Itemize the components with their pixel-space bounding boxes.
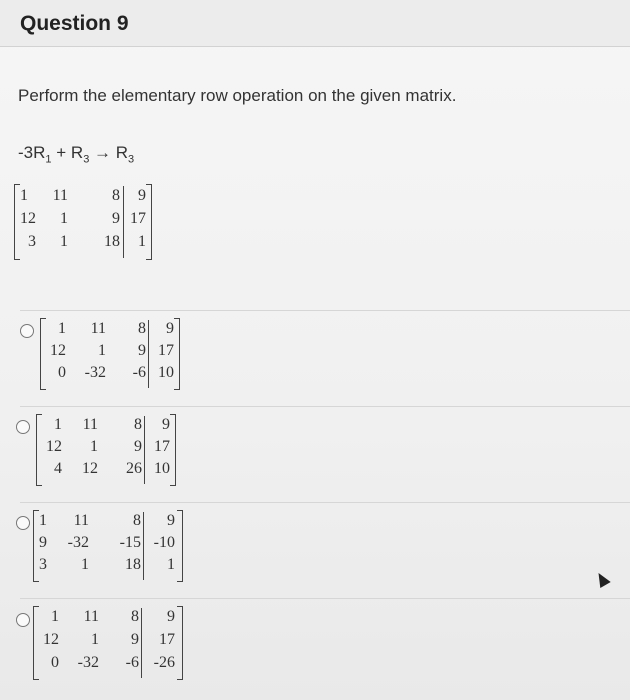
option-divider bbox=[20, 598, 630, 599]
matrix-cell: 17 bbox=[130, 210, 146, 227]
matrix-cell: -10 bbox=[153, 534, 175, 551]
matrix-row bbox=[33, 534, 183, 556]
matrix-cell: 3 bbox=[39, 556, 47, 573]
matrix-row bbox=[33, 556, 183, 578]
matrix-cell: 8 bbox=[112, 187, 120, 204]
matrix-cell: 9 bbox=[134, 438, 142, 455]
question-header bbox=[0, 0, 630, 47]
op-sub-1: 1 bbox=[45, 153, 52, 166]
matrix-cell: 17 bbox=[159, 631, 175, 648]
matrix-cell: 11 bbox=[73, 512, 89, 529]
matrix-cell: 1 bbox=[39, 512, 47, 529]
matrix-cell: 18 bbox=[104, 233, 120, 250]
matrix-cell: 12 bbox=[50, 342, 66, 359]
option-matrix bbox=[40, 318, 180, 390]
matrix-row bbox=[36, 438, 176, 460]
matrix-cell: 9 bbox=[112, 210, 120, 227]
matrix-cell: -15 bbox=[119, 534, 141, 551]
matrix-row bbox=[14, 233, 152, 255]
op-coef: -3R bbox=[18, 143, 46, 162]
matrix-cell: 9 bbox=[138, 187, 146, 204]
question-title: Question 9 bbox=[20, 12, 129, 35]
matrix-row bbox=[36, 416, 176, 438]
option-divider bbox=[20, 310, 630, 311]
matrix-cell: -32 bbox=[84, 364, 106, 381]
matrix-row bbox=[14, 210, 152, 232]
matrix-cell: 1 bbox=[98, 342, 106, 359]
mouse-pointer-icon bbox=[593, 570, 610, 588]
matrix-row bbox=[33, 608, 183, 630]
matrix-cell: -6 bbox=[125, 654, 139, 671]
op-arrow: → R bbox=[89, 143, 129, 162]
matrix-cell: 11 bbox=[90, 320, 106, 337]
matrix-cell: 1 bbox=[58, 320, 66, 337]
matrix-cell: 26 bbox=[126, 460, 142, 477]
matrix-cell: -32 bbox=[67, 534, 89, 551]
option-divider bbox=[20, 406, 630, 407]
matrix-cell: 11 bbox=[83, 608, 99, 625]
row-operation bbox=[18, 143, 134, 165]
matrix-cell: 8 bbox=[134, 416, 142, 433]
matrix-cell: 8 bbox=[131, 608, 139, 625]
matrix-cell: 11 bbox=[82, 416, 98, 433]
matrix-cell: 1 bbox=[81, 556, 89, 573]
matrix-cell: -32 bbox=[77, 654, 99, 671]
radio-button-icon[interactable] bbox=[16, 613, 30, 627]
matrix-cell: 1 bbox=[20, 187, 28, 204]
matrix-cell: 0 bbox=[51, 654, 59, 671]
matrix-cell: 8 bbox=[138, 320, 146, 337]
op-plus: + R bbox=[51, 143, 84, 162]
matrix-cell: 9 bbox=[166, 320, 174, 337]
matrix-row bbox=[40, 342, 180, 364]
matrix-cell: 1 bbox=[60, 210, 68, 227]
matrix-cell: 10 bbox=[154, 460, 170, 477]
matrix-cell: 9 bbox=[167, 608, 175, 625]
matrix-cell: 4 bbox=[54, 460, 62, 477]
matrix-cell: 12 bbox=[46, 438, 62, 455]
matrix-cell: 11 bbox=[52, 187, 68, 204]
matrix-row bbox=[36, 460, 176, 482]
matrix-cell: 9 bbox=[162, 416, 170, 433]
matrix-cell: -26 bbox=[153, 654, 175, 671]
matrix-row bbox=[14, 187, 152, 209]
matrix-cell: 1 bbox=[90, 438, 98, 455]
matrix-row bbox=[40, 364, 180, 386]
matrix-row bbox=[33, 631, 183, 653]
matrix-cell: 9 bbox=[138, 342, 146, 359]
radio-button-icon[interactable] bbox=[20, 324, 34, 338]
option-matrix bbox=[36, 414, 176, 486]
matrix-cell: 12 bbox=[43, 631, 59, 648]
matrix-cell: 9 bbox=[167, 512, 175, 529]
matrix-cell: 1 bbox=[51, 608, 59, 625]
matrix-cell: 10 bbox=[158, 364, 174, 381]
op-sub-2: 3 bbox=[83, 153, 90, 166]
matrix-cell: 12 bbox=[20, 210, 36, 227]
matrix-cell: 1 bbox=[138, 233, 146, 250]
radio-button-icon[interactable] bbox=[16, 420, 30, 434]
matrix-row bbox=[33, 654, 183, 676]
matrix-cell: 1 bbox=[91, 631, 99, 648]
matrix-row bbox=[33, 512, 183, 534]
matrix-cell: 3 bbox=[28, 233, 36, 250]
matrix-cell: 17 bbox=[154, 438, 170, 455]
option-matrix bbox=[33, 510, 183, 582]
option-matrix bbox=[33, 606, 183, 680]
matrix-cell: 8 bbox=[133, 512, 141, 529]
matrix-cell: 1 bbox=[60, 233, 68, 250]
matrix-cell: 0 bbox=[58, 364, 66, 381]
matrix-row bbox=[40, 320, 180, 342]
matrix-cell: 9 bbox=[39, 534, 47, 551]
matrix-cell: 18 bbox=[125, 556, 141, 573]
matrix-cell: 9 bbox=[131, 631, 139, 648]
matrix-cell: 1 bbox=[167, 556, 175, 573]
given-matrix bbox=[14, 184, 152, 260]
op-sub-3: 3 bbox=[128, 153, 135, 166]
question-prompt: Perform the elementary row operation on the given matrix. bbox=[18, 86, 457, 105]
matrix-cell: 1 bbox=[54, 416, 62, 433]
option-divider bbox=[20, 502, 630, 503]
radio-button-icon[interactable] bbox=[16, 516, 30, 530]
matrix-cell: -6 bbox=[132, 364, 146, 381]
matrix-cell: 12 bbox=[82, 460, 98, 477]
matrix-cell: 17 bbox=[158, 342, 174, 359]
